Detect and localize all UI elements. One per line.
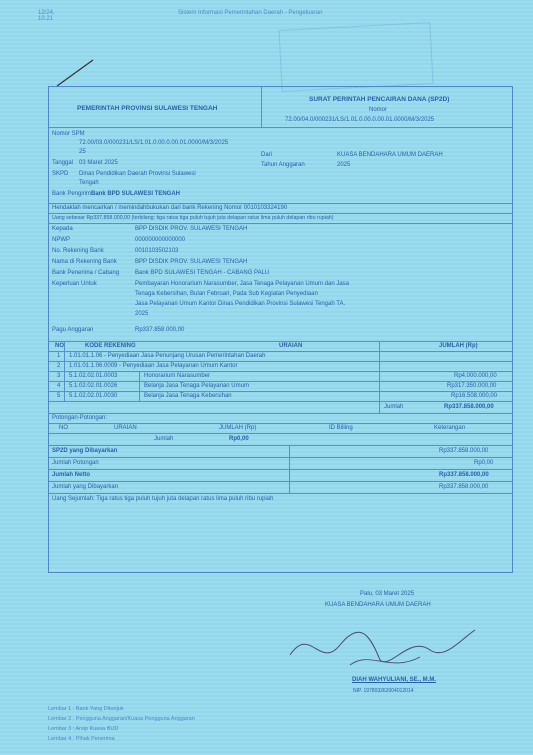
dari-label: Dari [261, 152, 273, 158]
header-title: Sistem Informasi Pemerintahan Daerah - Pengeluaran [178, 10, 323, 16]
row-no: 5 [57, 393, 61, 399]
recipient-block [49, 223, 512, 342]
tahun-label: Tahun Anggaran [261, 162, 305, 168]
keperluan-line-2: Tenaga Kebersihan, Bulan Februari, Pada Sub Kegiatan Penyediaan [135, 291, 318, 297]
header-row [49, 87, 512, 128]
signature-role: KUASA BENDAHARA UMUM DAERAH [325, 602, 431, 608]
hendaklah-text: Hendaklah mencairkan / memindahbukukan dari bank Rekening Nomor 0010103324190 [52, 205, 288, 211]
lembar-item: Lembar 1 : Bank Yang Ditunjuk [48, 706, 124, 712]
ph-idbilling: ID Billing [329, 425, 353, 431]
summary-label: SP2D yang Dibayarkan [52, 448, 118, 454]
ph-keterangan: Keterangan [434, 425, 466, 431]
spm-value: 72.00/03.0/000231/LS/1.01.0.00.0.00.01.0000/M/3/2025 [79, 140, 229, 146]
skpd-value: Dinas Pendidikan Daerah Provinsi Sulawesi [79, 171, 196, 177]
row-kode: 5.1.02.02.01.0026 [69, 383, 118, 389]
npwp-label: NPWP [52, 237, 70, 243]
norek-label: No. Rekening Bank [52, 248, 104, 254]
tahun-value: 2025 [337, 162, 351, 168]
summary-value: Rp0,00 [474, 460, 494, 466]
summary-label: Jumlah Netto [52, 472, 91, 478]
keperluan-label: Keperluan Untuk [52, 281, 97, 287]
skpd-label: SKPD [52, 171, 69, 177]
bankpen-label: Bank Penerima / Cabang [52, 270, 120, 276]
skpd-value-2: Tengah [79, 180, 99, 186]
summary-value: Rp337.858.000,00 [439, 484, 489, 490]
bankpen-value: Bank BPD SULAWESI TENGAH - CABANG PALU [135, 270, 270, 276]
pen-mark [55, 58, 95, 88]
signature-name: DIAH WAHYULIANI, SE., M.M. [352, 677, 436, 683]
spm-label: Nomor SPM [52, 131, 85, 137]
signature-scribble [280, 615, 480, 675]
summary-value: Rp337.858.000,00 [439, 448, 489, 454]
keperluan-line-3: Jasa Pelayanan Umum Kantor Dinas Pendidikan Provinsi Sulawesi Tengah TA. [135, 301, 346, 307]
potongan-jumlah-value: Rp0,00 [229, 436, 249, 442]
th-kode: KODE REKENING [85, 343, 136, 349]
potongan-jumlah-label: Jumlah [154, 436, 174, 442]
row-no: 4 [57, 383, 61, 389]
signature-nip: NIP. 197803262004012014 [353, 688, 414, 694]
th-no: NO [55, 343, 64, 349]
faint-stamp [278, 22, 433, 92]
row-uraian: Honorarium Narasumber [144, 373, 211, 379]
row-kode: 5.1.02.02.01.0030 [69, 393, 118, 399]
row-no: 3 [57, 373, 61, 379]
kepada-value: BPP DISDIK PROV. SULAWESI TENGAH [135, 226, 248, 232]
row-kode: 1.01.01.1.06.0009 - Penyediaan Jasa Pelayanan Umum Kantor [69, 363, 238, 369]
row-uraian: Belanja Jasa Tenaga Kebersihan [144, 393, 232, 399]
spd-title: SURAT PERINTAH PENCAIRAN DANA (SP2D) [309, 96, 450, 103]
npwp-value: 000000000000000 [135, 237, 186, 243]
dari-value: KUASA BENDAHARA UMUM DAERAH [337, 152, 443, 158]
ph-uraian: URAIAN [114, 425, 137, 431]
pagu-value: Rp337.858.000,00 [135, 327, 185, 333]
th-jumlah: JUMLAH (Rp) [439, 343, 478, 349]
row-jumlah: Rp317.350.000,00 [447, 383, 497, 389]
ph-jumlah: JUMLAH (Rp) [219, 425, 257, 431]
lembar-item: Lembar 4 : Pihak Penerima [48, 736, 115, 742]
row-uraian: Belanja Jasa Tenaga Pelayanan Umum [144, 383, 249, 389]
lembar-item: Lembar 3 : Arsip Kuasa BUD [48, 726, 119, 732]
row-kode: 5.1.02.02.01.0003 [69, 373, 118, 379]
row-no: 1 [57, 353, 61, 359]
bank-value: Bank BPD SULAWESI TENGAH [91, 191, 181, 197]
header-date: 12/24, 10.21 [38, 10, 55, 22]
spm-block [49, 127, 512, 204]
nomor-value: 72.00/04.0/000231/LS/1.01.0.00.0.00.01.0000/M/3/2025 [285, 117, 435, 123]
row-no: 2 [57, 363, 61, 369]
total-label: Jumlah [384, 404, 404, 410]
sp2d-document [48, 86, 513, 573]
nama-label: Nama di Rekening Bank [52, 259, 117, 265]
tanggal-value: 03 Maret 2025 [79, 160, 118, 166]
spm-value-2: 25 [79, 149, 86, 155]
potongan-title: Potongan-Potongan: [52, 415, 108, 421]
ph-no: NO [59, 425, 68, 431]
row-jumlah: Rp4.000.000,00 [454, 373, 497, 379]
total-value: Rp337.858.000,00 [444, 404, 494, 410]
tanggal-label: Tanggal [52, 160, 74, 166]
summary-label: Jumlah yang Dibayarkan [52, 484, 119, 490]
nomor-label: Nomor [369, 107, 388, 113]
terbilang-text: Uang Sejumlah: Tiga ratus tiga puluh tujuh juta delapan ratus lima puluh ribu rupiah [52, 496, 274, 502]
uang-text: Uang sebesar Rp337.858.000,00 (terbilang: tiga ratus tiga puluh tujuh juta delapan ratus lima puluh delapan ribu rupiah) [52, 215, 334, 221]
kepada-label: Kepada [52, 226, 73, 232]
norek-value: 0010103502103 [135, 248, 179, 254]
pagu-label: Pagu Anggaran [52, 327, 94, 333]
th-uraian: URAIAN [279, 343, 303, 349]
lembar-item: Lembar 2 : Pengguna Anggaran/Kuasa Pengguna Anggaran [48, 716, 195, 722]
nama-value: BPP DISDIK PROV. SULAWESI TENGAH [135, 259, 248, 265]
row-kode: 1.01.01.1.06 - Penyediaan Jasa Penunjang Urusan Pemerintahan Daerah [69, 353, 266, 359]
keperluan-line-4: 2025 [135, 311, 149, 317]
signature-place-date: Palu, 03 Maret 2025 [360, 591, 415, 597]
gov-title: PEMERINTAH PROVINSI SULAWESI TENGAH [77, 105, 218, 112]
keperluan-line-1: Pembayaran Honorarium Narasumber, Jasa Tenaga Pelayanan Umum dan Jasa [135, 281, 350, 287]
summary-value: Rp337.858.000,00 [439, 472, 489, 478]
summary-label: Jumlah Potongan [52, 460, 99, 466]
row-jumlah: Rp16.508.000,00 [451, 393, 498, 399]
terbilang-row [49, 493, 512, 505]
bank-label: Bank Pengirim [52, 191, 92, 197]
